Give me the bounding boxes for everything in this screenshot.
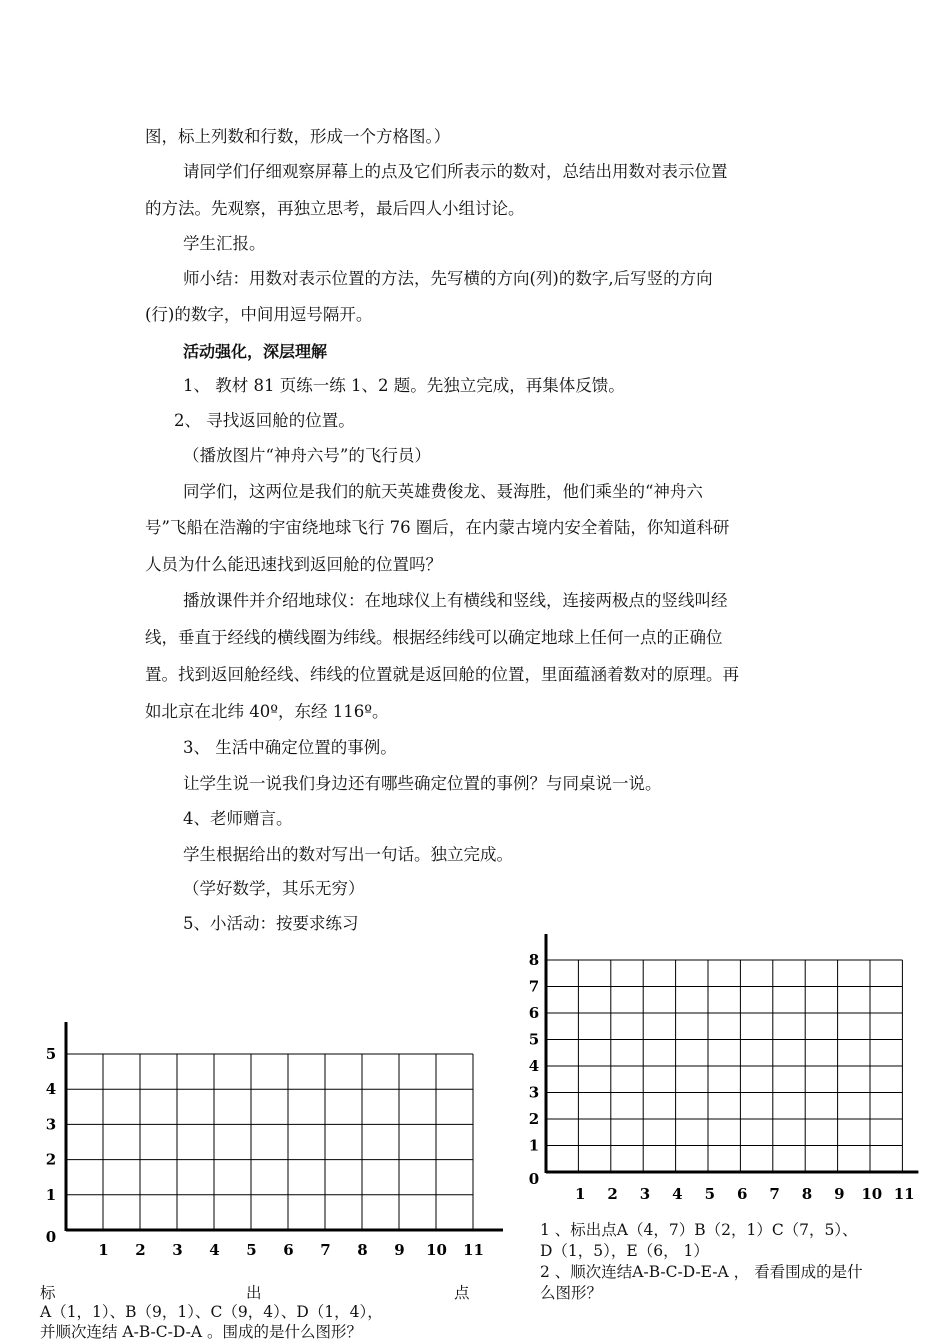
right-grid-y-tick-label: 1 (528, 1136, 540, 1155)
para-line: 如北京在北纬 40º，东经 116º。 (145, 702, 389, 721)
left-grid-x-tick-label: 7 (320, 1241, 331, 1259)
right-grid-y-tick-label: 5 (528, 1030, 540, 1049)
left-caption-line3: 并顺次连结 A-B-C-D-A 。围成的是什么图形？ (40, 1323, 362, 1341)
para-line: 的方法。先观察，再独立思考，最后四人小组讨论。 (145, 199, 525, 218)
para-line: 置。找到返回舱经线、纬线的位置就是返回舱的位置，里面蕴涵着数对的原理。再 (145, 665, 739, 684)
right-grid-x-tick-label: 3 (639, 1185, 651, 1203)
para-line: 图，标上列数和行数，形成一个方格图。） (145, 127, 451, 146)
left-grid-y-tick-label: 3 (45, 1115, 57, 1134)
right-caption-line4: 么图形？ (540, 1284, 603, 1302)
left-caption-line1c: 点 (454, 1284, 470, 1302)
left-grid-x-tick-label: 11 (463, 1241, 484, 1259)
right-grid-x-tick-label: 1 (574, 1185, 586, 1203)
left-grid-x-tick-label: 4 (209, 1241, 220, 1259)
right-caption-line2: D（1，5），E（6， 1） (540, 1242, 709, 1260)
para-line: 学生根据给出的数对写出一句话。独立完成。 (183, 845, 513, 864)
left-grid-y-tick-label: 1 (45, 1185, 57, 1204)
para-line: 学生汇报。 (183, 234, 266, 253)
right-grid-x-tick-label: 6 (736, 1185, 748, 1203)
para-line: 2、 寻找返回舱的位置。 (174, 411, 355, 430)
right-grid-x-tick-label: 4 (672, 1185, 683, 1203)
para-line: 4、老师赠言。 (183, 809, 293, 828)
left-grid-y-tick-label: 5 (45, 1045, 57, 1063)
para-line: （学好数学，其乐无穷） (183, 879, 365, 898)
right-grid-x-tick-label: 2 (607, 1185, 618, 1203)
section-heading: 活动强化，深层理解 (183, 342, 328, 361)
right-grid-y-tick-label: 3 (528, 1083, 540, 1102)
right-grid-x-tick-label: 5 (704, 1185, 716, 1203)
right-caption-line1: 1 、标出点A（4，7）B（2，1）C（7，5）、 (540, 1221, 858, 1239)
right-grid-y-tick-label: 6 (528, 1004, 540, 1022)
para-line: 让学生说一说我们身边还有哪些确定位置的事例？与同桌说一说。 (183, 774, 662, 793)
para-line: 3、 生活中确定位置的事例。 (183, 738, 397, 757)
left-grid-x-tick-label: 5 (246, 1241, 257, 1259)
para-line: 人员为什么能迅速找到返回舱的位置吗？ (145, 555, 442, 574)
left-grid-x-tick-label: 3 (172, 1241, 183, 1259)
para-line: 同学们，这两位是我们的航天英雄费俊龙、聂海胜，他们乘坐的“神舟六 (183, 482, 703, 501)
left-grid-x-tick-label: 2 (135, 1241, 146, 1259)
left-grid-x-tick-label: 6 (283, 1241, 294, 1259)
para-line: 1、 教材 81 页练一练 1、2 题。先独立完成，再集体反馈。 (183, 376, 625, 395)
left-caption-line2: A（1，1）、B（9，1）、C（9，4）、D（1，4）， (40, 1303, 383, 1321)
left-caption-line1a: 标 (40, 1284, 56, 1302)
right-grid-x-tick-label: 7 (769, 1185, 780, 1203)
left-grid-x-tick-label: 9 (394, 1241, 405, 1259)
para-line: 线，垂直于经线的横线圈为纬线。根据经纬线可以确定地球上任何一点的正确位 (145, 628, 723, 647)
para-line: 请同学们仔细观察屏幕上的点及它们所表示的数对，总结出用数对表示位置 (183, 162, 728, 181)
right-grid-x-tick-label: 8 (801, 1185, 813, 1203)
left-grid-y-tick-label: 4 (45, 1080, 57, 1099)
right-grid-y-tick-label: 4 (528, 1057, 540, 1075)
para-line: 师小结：用数对表示位置的方法，先写横的方向(列)的数字,后写竖的方向 (183, 269, 713, 288)
right-grid-x-tick-label: 10 (861, 1185, 883, 1203)
left-grid-x-tick-label: 10 (426, 1241, 447, 1259)
right-grid-y-tick-label: 7 (528, 977, 540, 996)
right-grid-y-tick-label: 2 (528, 1110, 540, 1128)
left-grid-x-tick-label: 8 (357, 1241, 368, 1259)
para-line: 播放课件并介绍地球仪：在地球仪上有横线和竖线，连接两极点的竖线叫经 (183, 591, 728, 610)
right-grid-origin-label: 0 (528, 1170, 540, 1188)
para-line: （播放图片“神舟六号”的飞行员） (183, 446, 431, 465)
para-line: (行)的数字，中间用逗号隔开。 (145, 305, 373, 324)
left-grid-origin-label: 0 (45, 1228, 57, 1246)
left-grid-x-tick-label: 1 (98, 1241, 109, 1259)
right-grid-x-tick-label: 9 (834, 1185, 845, 1203)
para-line: 号”飞船在浩瀚的宇宙绕地球飞行 76 圈后，在内蒙古境内安全着陆，你知道科研 (145, 518, 730, 537)
right-grid-y-tick-label: 8 (528, 951, 540, 969)
right-grid-x-tick-label: 11 (893, 1185, 915, 1203)
para-line: 5、小活动：按要求练习 (183, 914, 359, 933)
right-caption-line3: 2 、顺次连结A-B-C-D-E-A ， 看看围成的是什 (540, 1263, 863, 1281)
left-caption-line1b: 出 (246, 1284, 262, 1302)
left-grid-y-tick-label: 2 (45, 1150, 57, 1169)
